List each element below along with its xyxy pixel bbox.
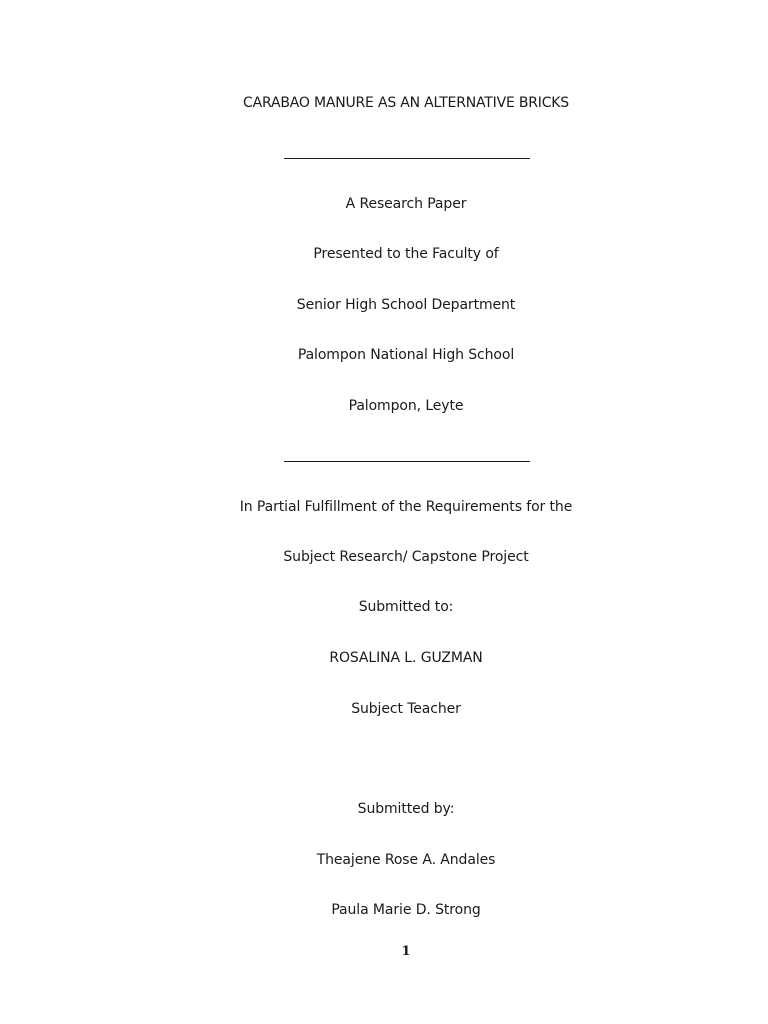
middle-divider bbox=[284, 461, 530, 462]
school-location: Palompon, Leyte bbox=[348, 398, 464, 414]
submitted-to-label: Submitted to: bbox=[358, 599, 454, 615]
page-number: 1 bbox=[401, 944, 411, 959]
teacher-role: Subject Teacher bbox=[351, 701, 461, 717]
fulfillment-line-1: In Partial Fulfillment of the Requirements for the bbox=[239, 499, 573, 515]
submitted-by-label: Submitted by: bbox=[357, 801, 455, 817]
presented-to-text: Presented to the Faculty of bbox=[313, 246, 499, 262]
top-divider bbox=[284, 158, 530, 159]
fulfillment-line-2: Subject Research/ Capstone Project bbox=[283, 549, 529, 565]
department-name: Senior High School Department bbox=[296, 297, 516, 313]
teacher-name: ROSALINA L. GUZMAN bbox=[329, 650, 483, 666]
paper-title: CARABAO MANURE AS AN ALTERNATIVE BRICKS bbox=[243, 95, 569, 111]
author-name: Paula Marie D. Strong bbox=[331, 902, 481, 918]
school-name: Palompon National High School bbox=[297, 347, 515, 363]
document-type: A Research Paper bbox=[345, 196, 467, 212]
author-name: Theajene Rose A. Andales bbox=[316, 852, 496, 868]
